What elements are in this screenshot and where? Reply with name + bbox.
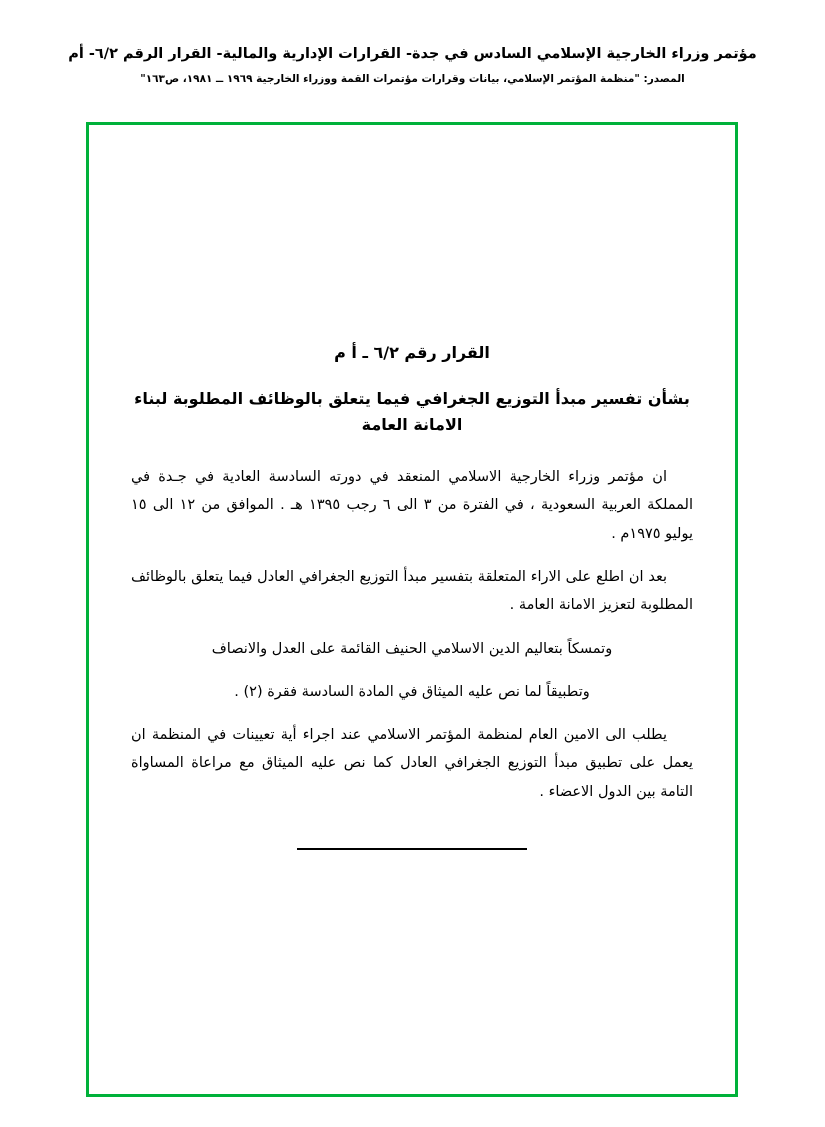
paragraph-adhering: وتمسكاً بتعاليم الدين الاسلامي الحنيف القائمة على العدل والانصاف	[211, 640, 613, 657]
resolution-subject: بشأن تفسير مبدأ التوزيع الجغرافي فيما يتعلق بالوظائف المطلوبة لبناء الامانة العامة	[134, 389, 690, 434]
header-title: مؤتمر وزراء الخارجية الإسلامي السادس في جدة- القرارات الإدارية والمالية- القرار الرقم ٦/٢- أم	[68, 46, 757, 62]
paragraph-operative: يطلب الى الامين العام لمنظمة المؤتمر الاسلامي عند اجراء أية تعيينات في المنظمة ان يعمل على تطبيق مبدأ التوزيع الجغرافي العادل كما نص عليه الميثاق مع مراعاة المساواة التامة بين الدول الاعضاء .	[131, 727, 693, 800]
resolution-body	[131, 343, 693, 850]
page-header	[0, 0, 825, 85]
green-frame-border	[86, 122, 738, 1097]
paragraph-having-reviewed: بعد ان اطلع على الاراء المتعلقة بتفسير مبدأ التوزيع الجغرافي العادل فيما يتعلق بالوظائف المطلوبة لتعزيز الامانة العامة .	[131, 568, 693, 614]
resolution-number: القرار رقم ٦/٢ ـ أ م	[334, 343, 490, 362]
paragraph-charter-article: وتطبيقاً لما نص عليه الميثاق في المادة السادسة فقرة (٢) .	[234, 683, 590, 700]
paragraph-preamble: ان مؤتمر وزراء الخارجية الاسلامي المنعقد في دورته السادسة العادية في جـدة في المملكة العربية السعودية ، في الفترة من ٣ الى ٦ رجب ١٣٩٥ هـ . الموافق من ١٢ الى ١٥ يوليو ١٩٧٥م .	[131, 469, 693, 542]
header-source-citation: المصدر: "منظمة المؤتمر الإسلامي، بيانات وقرارات مؤتمرات القمة ووزراء الخارجية ١٩٦٩ ــ ١٩٨١، ص١٦٣"	[140, 72, 685, 85]
horizontal-rule-divider	[297, 848, 527, 850]
